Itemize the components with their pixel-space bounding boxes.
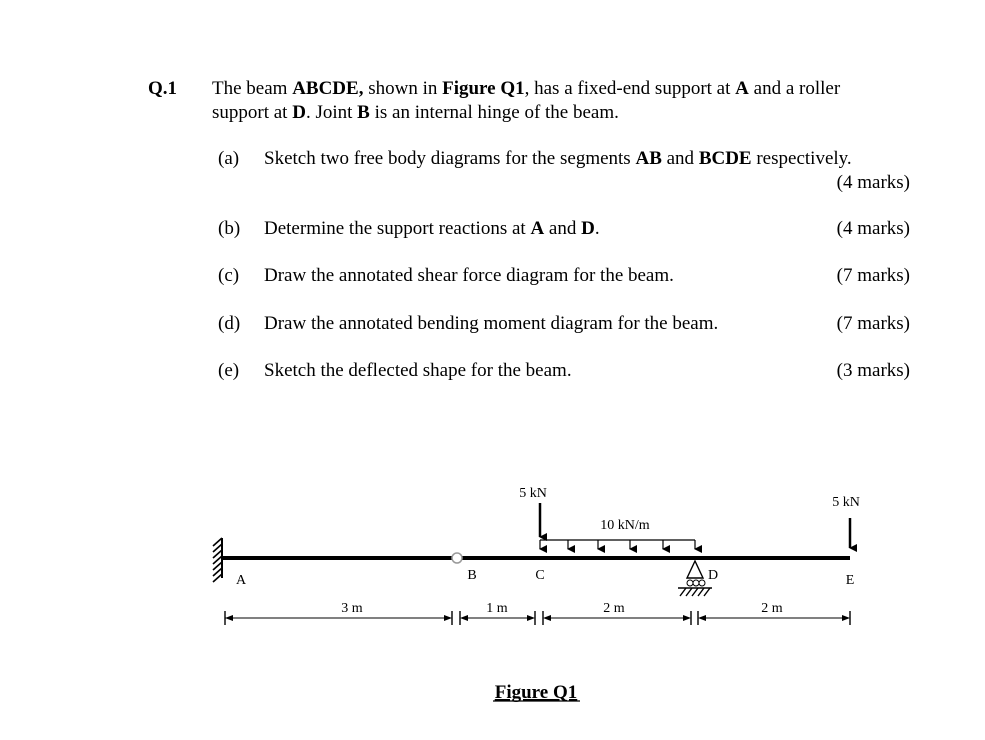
fixed-support-a (213, 538, 222, 582)
part-d-label: (d) (218, 313, 241, 334)
figure-caption: Figure Q1 (494, 682, 578, 703)
point-label-e: E (845, 573, 855, 588)
part-a-text: Sketch two free body diagrams for the segments AB and BCDE respectively. (264, 148, 852, 169)
part-c-text: Draw the annotated shear force diagram for the beam. (264, 265, 674, 286)
part-c-label: (c) (218, 265, 240, 286)
part-e-label: (e) (218, 360, 240, 381)
dim-label-bc: 1 m (486, 601, 508, 616)
point-load-c-label: 5 kN (519, 486, 547, 501)
question-line-2: support at D. Joint B is an internal hinge of the beam. (212, 102, 619, 123)
internal-hinge-b (452, 553, 462, 563)
dimension-line (225, 611, 850, 625)
dim-label-ab: 3 m (341, 601, 363, 616)
dim-label-de: 2 m (761, 601, 783, 616)
roller-support-d (678, 561, 712, 596)
part-e-text: Sketch the deflected shape for the beam. (264, 360, 572, 381)
udl-c-d (540, 540, 695, 549)
part-e-marks: (3 marks) (836, 360, 910, 381)
part-c-marks: (7 marks) (836, 265, 910, 286)
question-line-1: The beam ABCDE, shown in Figure Q1, has a fixed-end support at A and a roller (212, 78, 841, 99)
point-load-e-label: 5 kN (832, 495, 860, 510)
part-d-text: Draw the annotated bending moment diagram for the beam. (264, 313, 719, 334)
part-b-text: Determine the support reactions at A and D. (264, 218, 600, 239)
part-b-label: (b) (218, 218, 241, 239)
part-a-marks: (4 marks) (836, 172, 910, 193)
point-label-c: C (535, 568, 545, 583)
point-label-a: A (235, 573, 247, 588)
point-label-b: B (467, 568, 477, 583)
question-number: Q.1 (148, 78, 178, 99)
point-label-d: D (707, 568, 719, 583)
part-a-label: (a) (218, 148, 240, 169)
dim-label-cd: 2 m (603, 601, 625, 616)
udl-label: 10 kN/m (600, 518, 650, 533)
part-d-marks: (7 marks) (836, 313, 910, 334)
part-b-marks: (4 marks) (836, 218, 910, 239)
